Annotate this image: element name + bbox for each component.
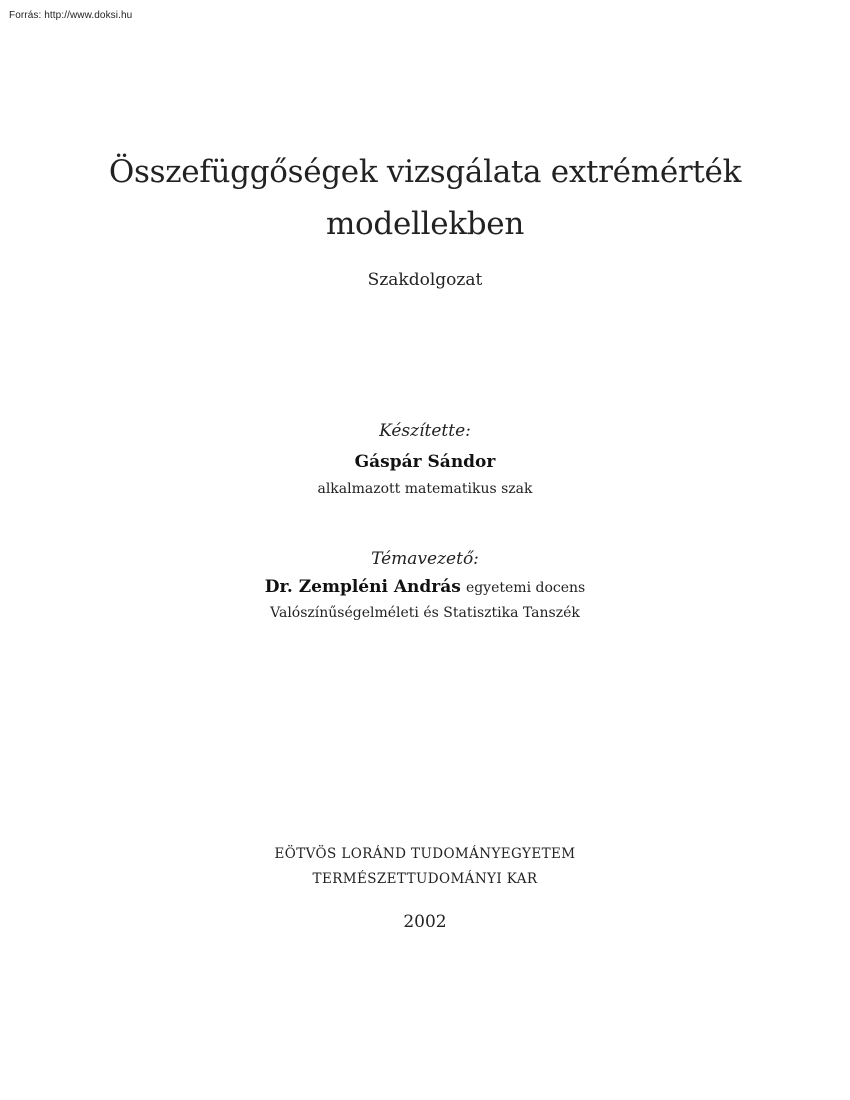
thesis-title-line-1: Összefüggőségek vizsgálata extrémérték <box>108 154 742 190</box>
supervisor-position: egyetemi docens <box>465 580 586 596</box>
university-name: EÖTVÖS LORÁND TUDOMÁNYEGYETEM <box>274 846 576 862</box>
supervisor-label: Témavezető: <box>371 549 479 569</box>
department: Valószínűségelméleti és Statisztika Tanszék <box>270 605 580 621</box>
source-url: Forrás: http://www.doksi.hu <box>9 10 133 21</box>
faculty-name: TERMÉSZETTUDOMÁNYI KAR <box>312 871 538 887</box>
author-name: Gáspár Sándor <box>354 452 496 472</box>
author-program: alkalmazott matematikus szak <box>317 481 533 497</box>
document-type: Szakdolgozat <box>367 270 483 290</box>
author-label: Készítette: <box>379 421 471 441</box>
supervisor-line <box>0 577 850 597</box>
year: 2002 <box>403 912 447 932</box>
thesis-title-line-2: modellekben <box>325 206 525 242</box>
supervisor-name: Dr. Zempléni András <box>264 577 461 597</box>
thesis-title <box>0 146 850 250</box>
